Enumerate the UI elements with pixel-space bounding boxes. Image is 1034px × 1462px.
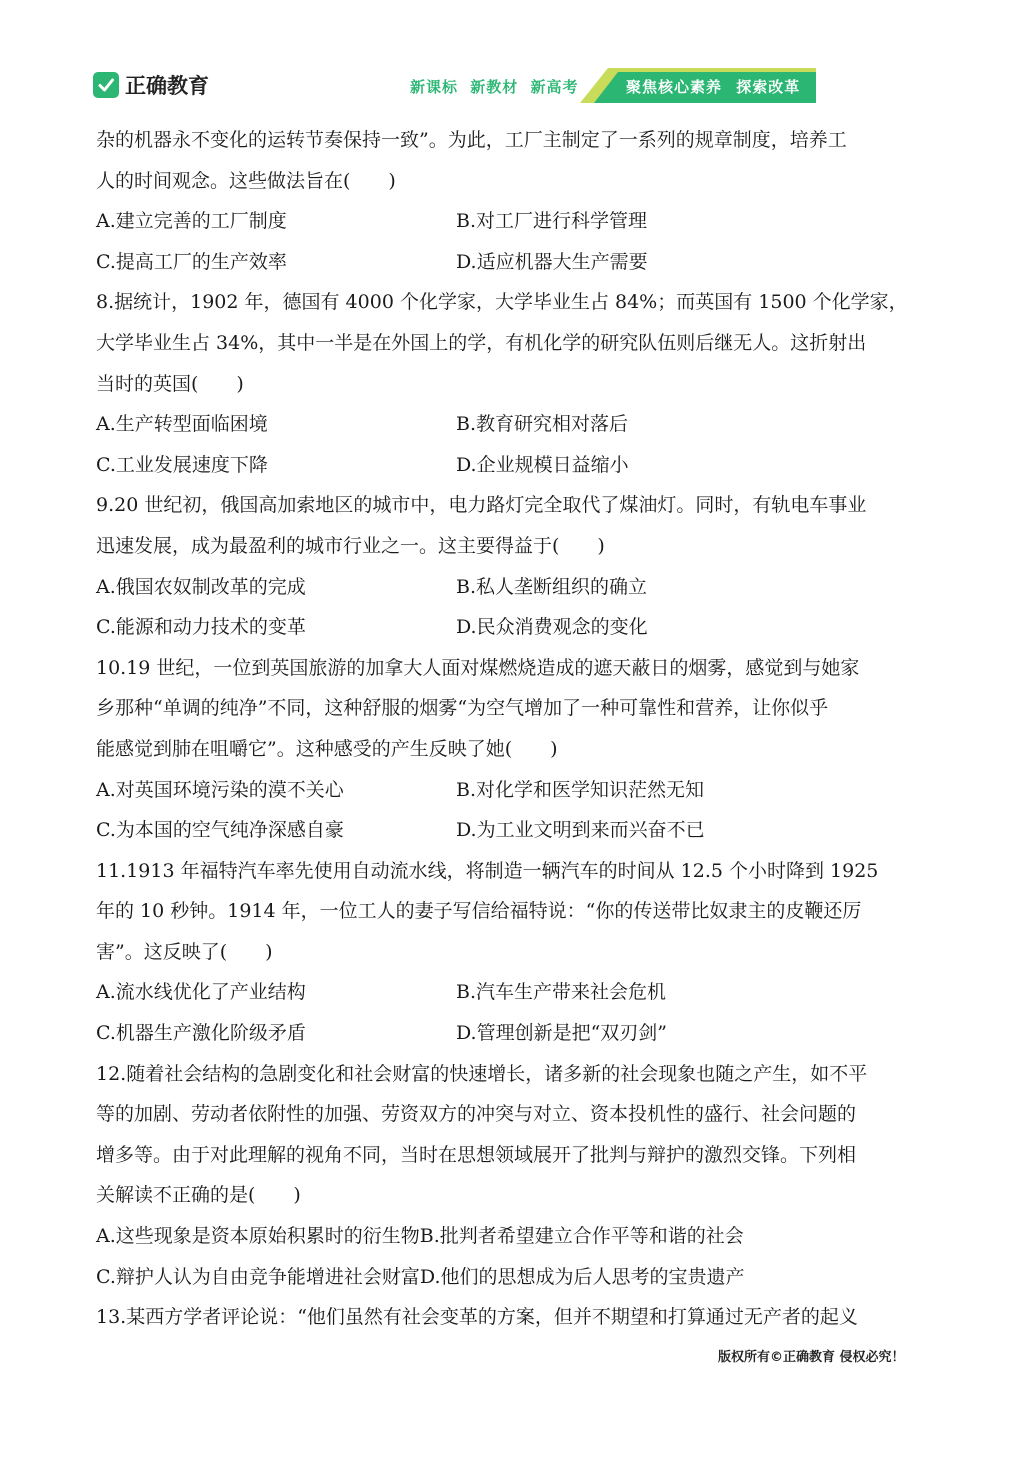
q8-stem-line: 大学毕业生占 34%，其中一半是在外国上的学，有机化学的研究队伍则后继无人。这折射出	[96, 331, 867, 354]
option-b: B.私人垄断组织的确立	[456, 575, 648, 598]
q10-options-row	[96, 770, 946, 811]
q11-stem-line: 害”。这反映了( )	[96, 940, 273, 963]
option-b: B.汽车生产带来社会危机	[456, 981, 667, 1004]
q12-stem-line: 等的加剧、劳动者依附性的加强、劳资双方的冲突与对立、资本投机性的盛行、社会问题的	[96, 1103, 857, 1126]
q8-stem-line: 当时的英国( )	[96, 372, 244, 395]
option-d: D.为工业文明到来而兴奋不已	[456, 819, 705, 842]
q10-stem-line: 10.19 世纪，一位到英国旅游的加拿大人面对煤燃烧造成的遮天蔽日的烟雾，感觉到与她家	[96, 656, 860, 679]
q9-stem-line: 迅速发展，成为最盈利的城市行业之一。这主要得益于( )	[96, 534, 605, 557]
logo	[93, 70, 209, 100]
option-d: D.管理创新是把“双刃剑”	[456, 1022, 668, 1045]
q8-options-row	[96, 404, 946, 445]
q9-options-row	[96, 607, 946, 648]
page-header	[0, 0, 1034, 110]
q9-stem-line: 9.20 世纪初，俄国高加索地区的城市中，电力路灯完全取代了煤油灯。同时，有轨电车事业	[96, 494, 867, 517]
q12-stem-line: 12.随着社会结构的急剧变化和社会财富的快速增长，诸多新的社会现象也随之产生，如不平	[96, 1062, 868, 1085]
q7-stem-line: 人的时间观念。这些做法旨在( )	[96, 169, 396, 192]
q11-stem-line: 年的 10 秒钟。1914 年，一位工人的妻子写信给福特说：“你的传送带比奴隶主的皮鞭还厉	[96, 900, 862, 923]
option-c: C.辩护人认为自由竞争能增进社会财富	[96, 1265, 420, 1288]
option-a: A.俄国农奴制改革的完成	[96, 575, 306, 598]
q8-stem-line: 8.据统计，1902 年，德国有 4000 个化学家，大学毕业生占 84%；而英国有 1500 个化学家，	[96, 291, 908, 314]
q11-options-row	[96, 972, 946, 1013]
q9-options-row	[96, 567, 946, 608]
copyright-footer: 版权所有©正确教育 侵权必究！	[718, 1350, 905, 1365]
option-c: C.为本国的空气纯净深感自豪	[96, 819, 344, 842]
logo-text: 正确教育	[125, 74, 209, 98]
q12-stem-line: 关解读不正确的是( )	[96, 1184, 301, 1207]
option-a: A.这些现象是资本原始积累时的衍生物	[96, 1225, 420, 1248]
option-d: D.民众消费观念的变化	[456, 616, 648, 639]
option-a: A.生产转型面临困境	[96, 413, 268, 436]
option-c: C.机器生产激化阶级矛盾	[96, 1022, 306, 1045]
option-d: D.适应机器大生产需要	[456, 250, 648, 273]
q7-options-row	[96, 201, 946, 242]
option-a: A.流水线优化了产业结构	[96, 981, 306, 1004]
option-a: A.建立完善的工厂制度	[96, 210, 287, 233]
option-d: D.企业规模日益缩小	[456, 453, 629, 476]
option-b: B.对化学和医学知识茫然无知	[456, 778, 705, 801]
option-c: C.能源和动力技术的变革	[96, 616, 306, 639]
option-a: A.对英国环境污染的漠不关心	[96, 778, 344, 801]
header-tags: 新课标 新教材 新高考	[410, 78, 579, 96]
header-banner	[580, 66, 816, 103]
check-icon	[93, 72, 119, 98]
document-body	[96, 120, 946, 1338]
q10-stem-line: 能感觉到肺在咀嚼它”。这种感受的产生反映了她( )	[96, 737, 558, 760]
q7-stem-line: 杂的机器永不变化的运转节奏保持一致”。为此，工厂主制定了一系列的规章制度，培养工	[96, 129, 847, 151]
option-c: C.提高工厂的生产效率	[96, 250, 287, 273]
q11-stem-line: 11.1913 年福特汽车率先使用自动流水线，将制造一辆汽车的时间从 12.5 个小时降到 1925	[96, 859, 879, 882]
banner-text: 聚焦核心素养 探索改革	[626, 78, 801, 96]
q12-options-row	[96, 1257, 946, 1298]
q11-options-row	[96, 1013, 946, 1054]
q13-stem-line: 13.某西方学者评论说：“他们虽然有社会变革的方案，但并不期望和打算通过无产者的起义	[96, 1306, 858, 1329]
q10-stem-line: 乡那种“单调的纯净”不同，这种舒服的烟雾“为空气增加了一种可靠性和营养，让你似乎	[96, 697, 829, 720]
option-b: B.对工厂进行科学管理	[456, 210, 648, 233]
q12-stem-line: 增多等。由于对此理解的视角不同，当时在思想领域展开了批判与辩护的激烈交锋。下列相	[96, 1143, 857, 1166]
option-c: C.工业发展速度下降	[96, 453, 268, 476]
q8-options-row	[96, 445, 946, 486]
q10-options-row	[96, 810, 946, 851]
option-b: B.教育研究相对落后	[456, 413, 629, 436]
option-d: D.他们的思想成为后人思考的宝贵遗产	[419, 1265, 745, 1288]
q7-options-row	[96, 242, 946, 283]
q12-options-row	[96, 1216, 946, 1257]
option-b: B.批判者希望建立合作平等和谐的社会	[419, 1225, 744, 1248]
